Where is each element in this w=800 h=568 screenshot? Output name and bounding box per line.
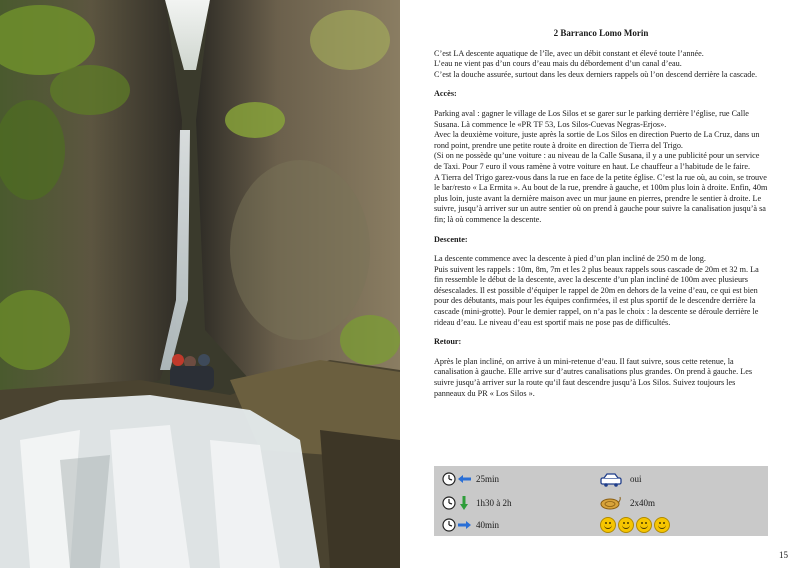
shuttle-needed: oui xyxy=(630,474,642,484)
clock-arrow-left-icon xyxy=(442,472,472,491)
acces-heading: Accès: xyxy=(434,89,457,99)
page-title: 2 Barranco Lomo Morin xyxy=(553,28,649,38)
acces-paragraph: A Tierra del Trigo garez-vous dans la rue en face de la petite église. C’est la rue où, au coin, se trouve le bar/resto « La Ermita ». Au bout de la rue, prendre à gauche, et 100m plus loin à droite. Enfin, 40m plus loin, juste avant la dernière maison avec un mur jaune en pierres, prendre le sentier à droite. Le suivre, jusqu’à arriver sur un autre sentier où on prend à gauche pour suivre la canalisation jusqu’à sa fin; là où commence la descente. xyxy=(434,172,768,224)
smiley-icon xyxy=(654,517,670,533)
clock-arrow-down-icon xyxy=(442,495,472,516)
car-icon xyxy=(600,473,622,492)
rope-icon xyxy=(600,496,622,515)
smiley-icon xyxy=(636,517,652,533)
return-time: 40min xyxy=(476,520,500,530)
smiley-icon xyxy=(618,517,634,533)
acces-paragraph: (Si on ne possède qu’une voiture : au niveau de la Calle Susana, il y a une publicité pour un service de Taxi. Pour 7 euro il vous ramène à votre voiture en haut. Le chauffeur a l’habitude de le faire. xyxy=(434,151,760,171)
approach-time: 25min xyxy=(476,474,500,484)
descente-heading: Descente: xyxy=(434,234,468,244)
retour-heading: Retour: xyxy=(434,337,462,347)
descente-paragraph: La descente commence avec la descente à pied d’un plan incliné de 250 m de long. xyxy=(434,254,706,264)
page-number: 15 xyxy=(779,550,788,560)
summary-infobox xyxy=(434,466,768,536)
acces-paragraph: Parking aval : gagner le village de Los Silos et se garer sur le parking derrière l’église, rue Calle Susana. Là commence le «PR TF 53, Los Silos-Cuevas Negras-Erjos». xyxy=(434,108,749,129)
retour-paragraph: Après le plan incliné, on arrive à un mini-retenue d’eau. Il faut suivre, sous cette retenue, la canalisation à gauche. Elle arrive sur d’autres canalisations plus grandes. On prend à gauche. Les suivre jusqu’à arriver sur la route qu’il faut descendre jusqu’à Los Silos. Suivez toujours les panneaux du PR « Los Silos ». xyxy=(434,356,753,398)
description-column xyxy=(434,28,768,399)
rope-length: 2x40m xyxy=(630,498,656,508)
clock-arrow-right-icon xyxy=(442,518,472,537)
intro-line: L’eau ne vient pas d’un cours d’eau mais du débordement d’un canal d’eau. xyxy=(434,59,682,69)
smiley-icon xyxy=(600,517,616,533)
descente-paragraph: Puis suivent les rappels : 10m, 8m, 7m et les 2 plus beaux rappels sous cascade de 20m et 32 m. La fin ressemble le début de la descente, avec la descente d’un plan incliné de 100m avec plusieurs désescalades. Il est possible d’équiper le rappel de 20m en dehors de la veine d’eau, ce qui est bien pour des débutants, mais pour les équipes confirmées, il est plus sportif de le descendre derrière la cascade (mini-grotte). Pour le dernier rappel, on n’a pas le choix : la descente se déroule derrière le rideau d’eau. Le niveau d’eau est sportif mais ne pose pas de difficultés. xyxy=(434,264,759,327)
rating xyxy=(600,517,672,538)
intro-line: C’est la douche assurée, surtout dans les deux derniers rappels où l’on descend derrière la cascade. xyxy=(434,69,758,79)
descent-time: 1h30 à 2h xyxy=(476,498,512,508)
intro-line: C’est LA descente aquatique de l’île, avec un débit constant et élevé toute l’année. xyxy=(434,48,704,58)
acces-paragraph: Avec la deuxième voiture, juste après la sortie de Los Silos en direction Puerto de La Cruz, dans un rond point, prendre une petite route à droite en direction de Tierra del Trigo. xyxy=(434,130,760,150)
